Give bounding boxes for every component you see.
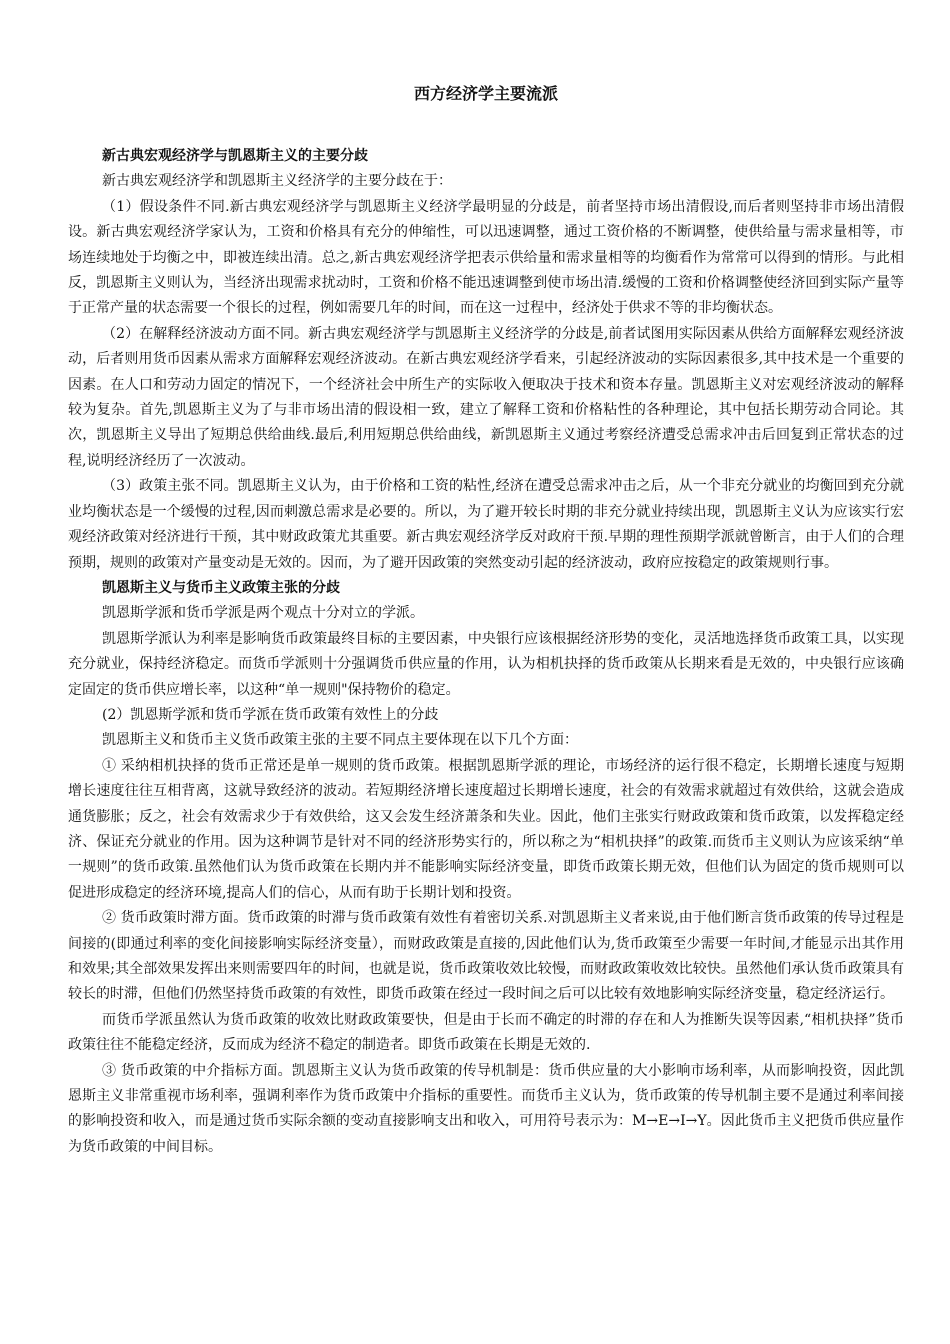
paragraph: （1）假设条件不同.新古典宏观经济学与凯恩斯主义经济学最明显的分歧是，前者坚持市场出清假设,而后者则坚持非市场出清假设。新古典宏观经济学家认为，工资和价格具有充分的伸缩性，可以迅速调整，通过工资价格的不断调整，使供给量与需求量相等，市场连续地处于均衡之中，即被连续出清。总之,新古典宏观经济学把表示供给量和需求量相等的均衡看作为常常可以得到的情形。与此相反，凯恩斯主义则认为，当经济出现需求扰动时，工资和价格不能迅速调整到使市场出清.缓慢的工资和价格调整使经济回到实际产量等于正常产量的状态需要一个很长的过程，例如需要几年的时间，而在这一过程中，经济处于供求不等的非均衡状态。: [68, 198, 904, 317]
paragraph: 凯恩斯学派认为利率是影响货币政策最终目标的主要因素，中央银行应该根据经济形势的变化，灵活地选择货币政策工具，以实现充分就业，保持经济稳定。而货币学派则十分强调货币供应量的作用，认为相机抉择的货币政策从长期来看是无效的，中央银行应该确定固定的货币供应增长率，以这种“单一规则"保持物价的稳定。: [68, 630, 904, 698]
section-neoclassical-vs-keynesian: [68, 144, 904, 576]
paragraph: 而货币学派虽然认为货币政策的收效比财政政策要快，但是由于长而不确定的时滞的存在和人为推断失误等因素,“相机抉择”货币政策往往不能稳定经济，反而成为经济不稳定的制造者。即货币政策在长期是无效的.: [68, 1011, 904, 1054]
paragraph: （3）政策主张不同。凯恩斯主义认为，由于价格和工资的粘性,经济在遭受总需求冲击之后，从一个非充分就业的均衡回到充分就业均衡状态是一个缓慢的过程,因而刺激总需求是必要的。所以，为了避开较长时期的非充分就业持续出现，凯恩斯主义认为应该实行宏观经济政策对经济进行干预，其中财政政策尤其重要。新古典宏观经济学反对政府干预.早期的理性预期学派就曾断言，由于人们的合理预期，规则的政策对产量变动是无效的。因而，为了避开因政策的突然变动引起的经济波动，政府应按稳定的政策规则行事。: [68, 478, 904, 571]
paragraph: (2）凯恩斯学派和货币学派在货币政策有效性上的分歧: [102, 706, 439, 723]
section-keynesian-vs-monetarist: [68, 576, 904, 1160]
paragraph: （2）在解释经济波动方面不同。新古典宏观经济学与凯恩斯主义经济学的分歧是,前者试图用实际因素从供给方面解释宏观经济波动，后者则用货币因素从需求方面解释宏观经济波动。在新古典宏观经济学看来，引起经济波动的实际因素很多,其中技术是一个重要的因素。在人口和劳动力固定的情况下，一个经济社会中所生产的实际收入便取决于技术和资本存量。凯恩斯主义对宏观经济波动的解释较为复杂。首先,凯恩斯主义为了与非市场出清的假设相一致，建立了解释工资和价格粘性的各种理论，其中包括长期劳动合同论。其次，凯恩斯主义导出了短期总供给曲线.最后,利用短期总供给曲线，新凯恩斯主义通过考察经济遭受总需求冲击后回复到正常状态的过程,说明经济经历了一次波动。: [68, 325, 904, 469]
paragraph: ③ 货币政策的中介指标方面。凯恩斯主义认为货币政策的传导机制是：货币供应量的大小影响市场利率，从而影响投资，因此凯恩斯主义非常重视市场利率，强调利率作为货币政策中介指标的重要性。而货币主义认为，货币政策的传导机制主要不是通过利率间接的影响投资和收入，而是通过货币实际余额的变动直接影响支出和收入，可用符号表示为：M→E→I→Y。因此货币主义把货币供应量作为货币政策的中间目标。: [68, 1062, 904, 1155]
section-heading: 新古典宏观经济学与凯恩斯主义的主要分歧: [102, 148, 368, 164]
document-title: 西方经济学主要流派: [413, 84, 558, 103]
paragraph: ① 采纳相机抉择的货币正常还是单一规则的货币政策。根据凯恩斯学派的理论，市场经济的运行很不稳定，长期增长速度与短期增长速度往往互相背离，这就导致经济的波动。若短期经济增长速度超过长期增长速度，社会的有效需求就超过有效供给，这就会造成通货膨胀；反之，社会有效需求少于有效供给，这又会发生经济萧条和失业。因此，他们主张实行财政政策和货币政策，以发挥稳定经济、保证充分就业的作用。因为这种调节是针对不同的经济形势实行的，所以称之为“相机抉择”的政策.而货币主义则认为应该采纳“单一规则”的货币政策.虽然他们认为货币政策在长期内并不能影响实际经济变量，即货币政策长期无效，但他们认为固定的货币规则可以促进形成稳定的经济环境,提高人们的信心，从而有助于长期计划和投资。: [68, 757, 904, 901]
paragraph: 凯恩斯主义和货币主义货币政策主张的主要不同点主要体现在以下几个方面：: [102, 732, 578, 749]
paragraph: ② 货币政策时滞方面。货币政策的时滞与货币政策有效性有着密切关系.对凯恩斯主义者来说,由于他们断言货币政策的传导过程是间接的(即通过利率的变化间接影响实际经济变量），而财政政策是直接的,因此他们认为,货币政策至少需要一年时间,才能显示出其作用和效果;其全部效果发挥出来则需要四年的时间，也就是说，货币政策收效比较慢，而财政政策收效比较快。虽然他们承认货币政策具有较长的时滞，但他们仍然坚持货币政策的有效性，即货币政策在经过一段时间之后可以比较有效地影响实际经济变量，稳定经济运行。: [68, 910, 904, 1003]
section-heading: 凯恩斯主义与货币主义政策主张的分歧: [102, 579, 340, 596]
paragraph: 凯恩斯学派和货币学派是两个观点十分对立的学派。: [102, 605, 424, 622]
document-body: [68, 144, 904, 1160]
paragraph: 新古典宏观经济学和凯恩斯主义经济学的主要分歧在于：: [102, 173, 452, 190]
